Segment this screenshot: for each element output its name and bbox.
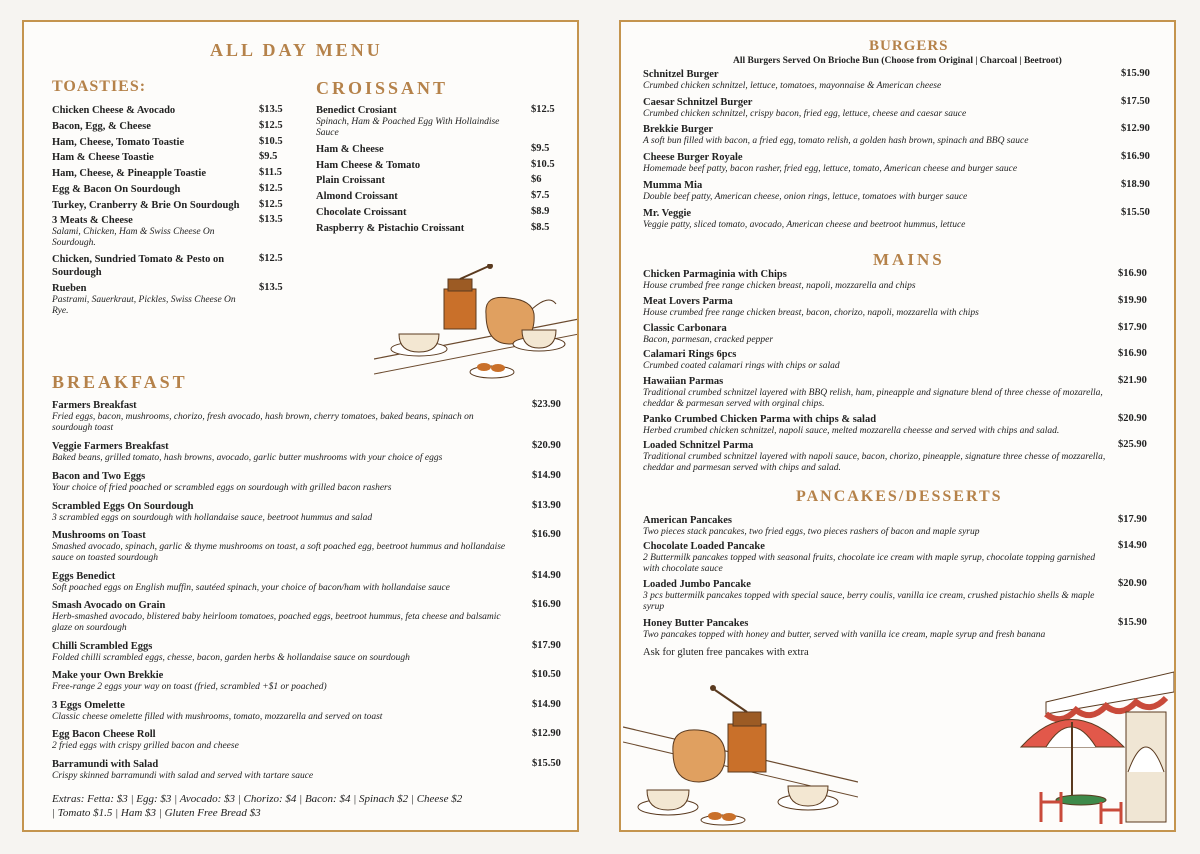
menu-item-price: $12.5 xyxy=(531,104,555,115)
menu-item-price: $10.50 xyxy=(532,669,561,680)
menu-item-price: $12.90 xyxy=(1121,123,1150,134)
left-menu-page xyxy=(22,20,579,832)
menu-item-description: Crumbed coated calamari rings with chips or salad xyxy=(643,361,840,371)
menu-item-price: $12.5 xyxy=(259,120,283,131)
menu-item-price: $25.90 xyxy=(1118,439,1147,450)
menu-item-price: $20.90 xyxy=(1118,578,1147,589)
menu-item xyxy=(52,282,242,317)
burgers-title: BURGERS xyxy=(869,38,949,54)
menu-item-description: Veggie patty, sliced tomato, avocado, American cheese and beetroot hummus, lettuce xyxy=(643,220,966,230)
menu-item-name: Farmers Breakfast xyxy=(52,400,137,411)
menu-item-name: Cheese Burger Royale xyxy=(643,152,743,163)
menu-item-description: Crumbed chicken schnitzel, crispy bacon, fried egg, lettuce, cheese and caesar sauce xyxy=(643,109,967,119)
toasties-title: TOASTIES: xyxy=(52,78,147,95)
menu-item-name: Chilli Scrambled Eggs xyxy=(52,641,153,652)
menu-item-name: Raspberry & Pistachio Croissant xyxy=(316,223,465,234)
menu-item-price: $14.90 xyxy=(532,699,561,710)
menu-item-name: Egg Bacon Cheese Roll xyxy=(52,729,156,740)
menu-item-description: Soft poached eggs on English muffin, sautéed spinach, your choice of bacon/ham with hollandaise sauce xyxy=(52,583,450,593)
menu-item xyxy=(52,167,242,180)
coffee-illustration-right xyxy=(623,682,858,827)
coffee-illustration xyxy=(374,264,579,394)
menu-item-description: Spinach, Ham & Poached Egg With Hollaindise Sauce xyxy=(316,117,500,138)
menu-item-description: Traditional crumbed schnitzel layered with napoli sauce, bacon, chorizo, pineapple, signature three chesse of mozzarella, cheddar and parmesan served with chips and salad. xyxy=(643,452,1106,473)
menu-item xyxy=(643,578,1113,613)
menu-item xyxy=(643,413,1121,437)
menu-item-name: Bacon and Two Eggs xyxy=(52,471,146,482)
menu-item-name: Loaded Schnitzel Parma xyxy=(643,440,754,451)
menu-item-description: A soft bun filled with bacon, a fried egg, tomato relish, a golden hash brown, spinach and BBQ sauce xyxy=(643,136,1029,146)
menu-item-description: Pastrami, Sauerkraut, Pickles, Swiss Cheese On Rye. xyxy=(52,295,236,316)
menu-item-name: Smash Avocado on Grain xyxy=(52,600,166,611)
menu-item-name: Chocolate Croissant xyxy=(316,207,407,218)
page-title: ALL DAY MENU xyxy=(210,40,383,60)
menu-item-description: 2 Buttermilk pancakes topped with seasonal fruits, chocolate ice cream with maple syrup, chocolate topping garnished with chocolate sauce xyxy=(643,553,1096,574)
menu-item xyxy=(52,470,512,494)
menu-item-price: $9.5 xyxy=(259,151,278,162)
menu-item-price: $8.9 xyxy=(531,206,550,217)
menu-item xyxy=(316,159,506,172)
menu-item-name: Brekkie Burger xyxy=(643,124,714,135)
menu-item xyxy=(52,669,512,693)
menu-item xyxy=(643,179,1103,203)
menu-item-name: Caesar Schnitzel Burger xyxy=(643,97,753,108)
menu-item-name: Meat Lovers Parma xyxy=(643,296,733,307)
menu-item-price: $17.90 xyxy=(1118,514,1147,525)
menu-item-price: $16.90 xyxy=(532,599,561,610)
menu-item-name: Mr. Veggie xyxy=(643,208,692,219)
menu-item-price: $11.5 xyxy=(259,167,283,178)
menu-item xyxy=(316,190,506,203)
menu-item xyxy=(52,529,512,564)
menu-item xyxy=(643,617,1113,641)
menu-item-price: $6 xyxy=(531,174,542,185)
menu-item-name: Schnitzel Burger xyxy=(643,69,719,80)
menu-item-name: Honey Butter Pancakes xyxy=(643,618,749,629)
menu-item xyxy=(643,151,1103,175)
menu-item-name: Chicken, Sundried Tomato & Pesto on Sourdough xyxy=(52,254,225,278)
menu-item-price: $7.5 xyxy=(531,190,550,201)
menu-item-price: $13.5 xyxy=(259,282,283,293)
pancakes-title: PANCAKES/DESSERTS xyxy=(796,488,1003,505)
menu-item-price: $14.90 xyxy=(532,570,561,581)
extras-line-1: Extras: Fetta: $3 | Egg: $3 | Avocado: $3 | Chorizo: $4 | Bacon: $4 | Spinach $2 | Cheese $2 xyxy=(52,793,463,805)
menu-item xyxy=(52,440,512,464)
croissant-title: CROISSANT xyxy=(316,78,449,98)
menu-item xyxy=(316,222,506,235)
menu-item-price: $20.90 xyxy=(532,440,561,451)
menu-item xyxy=(52,699,512,723)
menu-item-name: 3 Eggs Omelette xyxy=(52,700,125,711)
menu-item-name: Chocolate Loaded Pancake xyxy=(643,541,765,552)
menu-item-name: Eggs Benedict xyxy=(52,571,116,582)
menu-item xyxy=(316,206,506,219)
menu-item-price: $10.5 xyxy=(531,159,555,170)
menu-item-description: Free-range 2 eggs your way on toast (fried, scrambled +$1 or poached) xyxy=(52,682,327,692)
menu-item-description: Bacon, parmesan, cracked pepper xyxy=(643,335,774,345)
menu-item-price: $20.90 xyxy=(1118,413,1147,424)
menu-item xyxy=(643,439,1121,474)
menu-item-price: $9.5 xyxy=(531,143,550,154)
menu-item xyxy=(643,540,1113,575)
menu-item xyxy=(52,570,512,594)
menu-item xyxy=(52,728,512,752)
menu-item-description: Classic cheese omelette filled with mushrooms, tomato, mozzarella and served on toast xyxy=(52,712,383,722)
menu-item-price: $13.5 xyxy=(259,214,283,225)
menu-item-price: $12.5 xyxy=(259,199,283,210)
menu-item-name: Almond Croissant xyxy=(316,191,398,202)
menu-item-description: Herbed crumbed chicken schnitzel, napoli sauce, melted mozzarella cheesse and served with chips and salad. xyxy=(643,426,1060,436)
menu-item-price: $15.50 xyxy=(1121,207,1150,218)
menu-item-name: Benedict Crosiant xyxy=(316,105,397,116)
menu-item-name: Classic Carbonara xyxy=(643,323,727,334)
menu-item xyxy=(52,151,242,164)
menu-item-name: Barramundi with Salad xyxy=(52,759,159,770)
menu-item-price: $16.90 xyxy=(1118,348,1147,359)
menu-item-price: $15.90 xyxy=(1118,617,1147,628)
menu-item-price: $12.5 xyxy=(259,183,283,194)
menu-item-price: $10.5 xyxy=(259,136,283,147)
menu-item-name: Calamari Rings 6pcs xyxy=(643,349,737,360)
menu-item-description: Herb-smashed avocado, blistered baby heirloom tomatoes, poached eggs, beetroot hummus, feta cheese and balsamic glaze on sourdough xyxy=(52,612,501,633)
menu-item-description: Fried eggs, bacon, mushrooms, chorizo, fresh avocado, hash brown, cherry tomatoes, baked beans, spinach on sourdough toast xyxy=(52,412,474,433)
menu-item xyxy=(52,253,242,279)
menu-item xyxy=(643,375,1121,410)
menu-item-name: Ham, Cheese, Tomato Toastie xyxy=(52,137,185,148)
menu-item-price: $8.5 xyxy=(531,222,550,233)
menu-item xyxy=(643,96,1103,120)
menu-item-description: House crumbed free range chicken breast, bacon, chorizo, napoli, mozzarella with chips xyxy=(643,308,979,318)
menu-item-description: Salami, Chicken, Ham & Swiss Cheese On Sourdough. xyxy=(52,227,215,248)
menu-item-price: $16.90 xyxy=(532,529,561,540)
menu-item xyxy=(52,599,512,634)
menu-item-price: $23.90 xyxy=(532,399,561,410)
menu-item xyxy=(643,514,1113,538)
extras-line-2: | Tomato $1.5 | Ham $3 | Gluten Free Bread $3 xyxy=(52,807,261,819)
menu-item xyxy=(52,640,512,664)
menu-item-price: $17.90 xyxy=(1118,322,1147,333)
menu-item-name: Ham & Cheese Toastie xyxy=(52,152,154,163)
menu-item xyxy=(643,123,1103,147)
menu-item-price: $15.90 xyxy=(1121,68,1150,79)
cafe-umbrella-illustration xyxy=(1016,652,1174,832)
menu-item-description: 3 pcs buttermilk pancakes topped with special sauce, berry coulis, vanilla ice cream, crushed pistachio shells & maple syrup xyxy=(643,591,1095,612)
menu-item-description: Traditional crumbed schnitzel layered with BBQ relish, ham, pineapple and signature blend of three chesse of mozarella, cheddar & parmesan served with orginal chips. xyxy=(643,388,1103,409)
menu-item-price: $13.5 xyxy=(259,104,283,115)
menu-item-name: Mumma Mia xyxy=(643,180,703,191)
menu-item-name: Make your Own Brekkie xyxy=(52,670,164,681)
menu-item-name: Turkey, Cranberry & Brie On Sourdough xyxy=(52,200,240,211)
menu-item-name: Plain Croissant xyxy=(316,175,385,186)
menu-item-name: American Pancakes xyxy=(643,515,732,526)
menu-item-name: Mushrooms on Toast xyxy=(52,530,146,541)
menu-item-name: 3 Meats & Cheese xyxy=(52,215,133,226)
menu-item-price: $19.90 xyxy=(1118,295,1147,306)
menu-item xyxy=(52,183,242,196)
menu-item-description: House crumbed free range chicken breast, napoli, mozzarella and chips xyxy=(643,281,916,291)
menu-item-description: Crispy skinned barramundi with salad and served with tartare sauce xyxy=(52,771,314,781)
menu-item-price: $18.90 xyxy=(1121,179,1150,190)
menu-item-description: Smashed avocado, spinach, garlic & thyme mushrooms on toast, a soft poached egg, beetroot hummus and hollandaise sauce on toasted sourdough xyxy=(52,542,506,563)
menu-item-name: Ham, Cheese, & Pineapple Toastie xyxy=(52,168,206,179)
menu-item-price: $17.90 xyxy=(532,640,561,651)
burgers-subtitle: All Burgers Served On Brioche Bun (Choose from Original | Charcoal | Beetroot) xyxy=(733,56,1062,66)
menu-item-name: Loaded Jumbo Pancake xyxy=(643,579,751,590)
menu-item xyxy=(52,136,242,149)
menu-item-name: Egg & Bacon On Sourdough xyxy=(52,184,181,195)
menu-item xyxy=(52,500,512,524)
menu-item xyxy=(52,104,242,117)
menu-item-description: Homemade beef patty, bacon rasher, fried egg, lettuce, tomato, American cheese and burger sauce xyxy=(643,164,1018,174)
mains-title: MAINS xyxy=(873,250,945,269)
menu-item-price: $15.50 xyxy=(532,758,561,769)
menu-item xyxy=(643,207,1103,231)
menu-item xyxy=(52,120,242,133)
menu-item xyxy=(316,174,506,187)
right-menu-page xyxy=(619,20,1176,832)
menu-item-name: Rueben xyxy=(52,283,87,294)
menu-item xyxy=(643,268,1121,292)
menu-item xyxy=(52,199,242,212)
menu-item-description: Double beef patty, American cheese, onion rings, lettuce, tomatoes with burger sauce xyxy=(643,192,968,202)
menu-item xyxy=(52,399,512,434)
menu-item-description: Two pieces stack pancakes, two fried eggs, two pieces rashers of bacon and maple syrup xyxy=(643,527,980,537)
menu-item-description: 3 scrambled eggs on sourdough with hollandaise sauce, beetroot hummus and salad xyxy=(52,513,373,523)
menu-item-description: 2 fried eggs with crispy grilled bacon and cheese xyxy=(52,741,239,751)
menu-item xyxy=(316,143,506,156)
menu-item-name: Scrambled Eggs On Sourdough xyxy=(52,501,194,512)
menu-item xyxy=(643,68,1103,92)
menu-item-description: Folded chilli scrambled eggs, chesse, bacon, garden herbs & hollandaise sauce on sourdough xyxy=(52,653,410,663)
menu-item xyxy=(52,758,512,782)
breakfast-title: BREAKFAST xyxy=(52,372,188,392)
menu-item-name: Ham Cheese & Tomato xyxy=(316,160,421,171)
menu-item-description: Two pancakes topped with honey and butter, served with vanilla ice cream, maple syrup and fresh banana xyxy=(643,630,1046,640)
gluten-free-note: Ask for gluten free pancakes with extra xyxy=(643,647,809,658)
menu-item-name: Hawaiian Parmas xyxy=(643,376,724,387)
menu-item-name: Ham & Cheese xyxy=(316,144,384,155)
menu-item-price: $14.90 xyxy=(532,470,561,481)
menu-item xyxy=(643,322,1121,346)
menu-item-price: $21.90 xyxy=(1118,375,1147,386)
menu-item xyxy=(52,214,242,249)
menu-item-price: $17.50 xyxy=(1121,96,1150,107)
menu-item xyxy=(316,104,506,139)
menu-item xyxy=(643,348,1121,372)
menu-item-price: $16.90 xyxy=(1121,151,1150,162)
menu-item xyxy=(643,295,1121,319)
menu-item-name: Bacon, Egg, & Cheese xyxy=(52,121,151,132)
menu-item-price: $14.90 xyxy=(1118,540,1147,551)
menu-item-name: Panko Crumbed Chicken Parma with chips & salad xyxy=(643,414,877,425)
menu-item-price: $16.90 xyxy=(1118,268,1147,279)
menu-item-description: Crumbed chicken schnitzel, lettuce, tomatoes, mayonnaise & American cheese xyxy=(643,81,942,91)
menu-item-price: $12.90 xyxy=(532,728,561,739)
menu-item-name: Chicken Parmaginia with Chips xyxy=(643,269,787,280)
menu-item-price: $13.90 xyxy=(532,500,561,511)
menu-item-name: Veggie Farmers Breakfast xyxy=(52,441,169,452)
menu-item-name: Chicken Cheese & Avocado xyxy=(52,105,176,116)
menu-item-price: $12.5 xyxy=(259,253,283,264)
menu-item-description: Your choice of fried poached or scrambled eggs on sourdough with grilled bacon rashers xyxy=(52,483,392,493)
menu-item-description: Baked beans, grilled tomato, hash browns, avocado, garlic butter mushrooms with your choice of eggs xyxy=(52,453,443,463)
